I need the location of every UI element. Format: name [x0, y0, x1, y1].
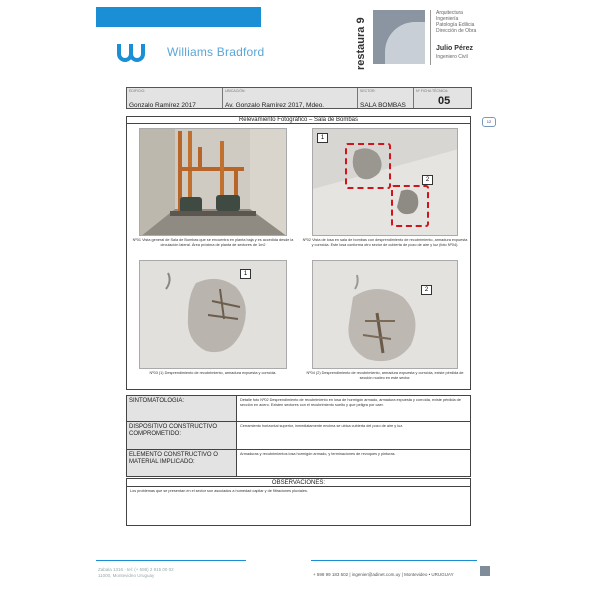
photo-caption: Nº01 Vista general de Sala de Bombas que se encuentra en planta baja y es accedida desde la circulación lateral. Área próxima de planta de sectores de 1m2 [132, 238, 294, 247]
row-label: ELEMENTO CONSTRUCTIVO O MATERIAL IMPLICADO: [127, 450, 237, 476]
sector-label: SECTOR: [360, 89, 376, 93]
table-row [127, 422, 470, 450]
observations-box [126, 478, 471, 526]
photo-caption: Nº03 (1) Desprendimiento de recubrimiento, armadura expuesta y corroída. [149, 371, 277, 375]
edificio-cell [127, 88, 223, 108]
ubicacion-label: UBICACIÓN: [225, 89, 246, 93]
restaura-logo [348, 6, 370, 72]
footer-rule-left [96, 560, 246, 561]
ficha-cell [414, 88, 471, 108]
sheet-header [126, 87, 472, 109]
photo-badge: 1 [317, 133, 328, 143]
photo-badge: 2 [421, 285, 432, 295]
firm-line: Patología Edilicia [436, 22, 475, 28]
firm-line: Ingeniería [436, 16, 459, 22]
footer-rule-right [311, 560, 477, 561]
sector-cell [358, 88, 414, 108]
footer-square-icon [480, 566, 490, 576]
engineer-title: Ingeniero Civil [436, 54, 468, 60]
photo-caption: Nº04 (2) Desprendimiento de recubrimiento, armadura expuesta y corroída, existe pérdida de sección nucleo en este sector. [306, 371, 464, 380]
observations-title: OBSERVACIONES: [127, 479, 470, 487]
letterhead-divider [430, 10, 431, 65]
footer-contact: + 598 99 183 502 | ingenier@adinet.com.uy | Montevideo • URUGUAY [313, 572, 454, 577]
row-label: DISPOSITIVO CONSTRUCTIVO COMPROMETIDO: [127, 422, 237, 449]
footer-address [98, 567, 174, 579]
diagnosis-table [126, 395, 471, 477]
address-line: Zabala 1316 · tel: (+ 598) 2 915 00 02 [98, 567, 174, 572]
table-row [127, 396, 470, 422]
edificio-value: Gonzalo Ramírez 2017 [129, 102, 196, 109]
page-marker: 12 [482, 117, 496, 127]
photo-survey-title: Relevamiento Fotográfico – Sala de Bombas [126, 116, 471, 124]
photo-detail-2 [312, 260, 458, 369]
photo-badge: 1 [240, 269, 251, 279]
damage-highlight-2 [391, 185, 429, 227]
photo-badge: 2 [422, 175, 433, 185]
restaura-logo-text: restaura 9 [355, 17, 367, 70]
firm-line: Arquitectura [436, 10, 463, 16]
row-value: Detalle foto Nº02 Desprendimiento de recubrimiento en losa de hormigón armado, armadura expuesta y corroída, existe pérdida de sección en acero. Existen sectores con el recubrimiento suelto y que peligra por caer. [240, 398, 461, 407]
ficha-label: Nº FICHA TÉCNICA: [416, 89, 449, 93]
firm-description [436, 10, 476, 34]
engineer-name: Julio Pérez [436, 45, 473, 52]
observations-text: Los problemas que se presentan en el sector son asociados a humedad capilar y de filtraciones pluviales. [130, 489, 308, 493]
photo-pump-room [139, 128, 287, 236]
photo-ceiling-damage [312, 128, 458, 236]
ubicacion-cell [223, 88, 358, 108]
williams-bradford-logo-icon [117, 42, 157, 62]
photo-caption: Nº02 Vista de losa en sala de bombas con desprendimiento de recubrimiento, armadura expuesta y corroída. Este losa conforma otro sector de cubierta de pozo de aire y luz (foto Nº04). [302, 238, 468, 247]
brand-color-bar [96, 7, 261, 27]
brand-name: Williams Bradford [167, 45, 265, 59]
photo-detail-1 [139, 260, 287, 369]
row-label: SINTOMATOLOGIA: [127, 396, 237, 421]
edificio-label: EDIFICIO: [129, 89, 146, 93]
firm-line: Dirección de Obra [436, 28, 477, 34]
damage-highlight-1 [345, 143, 391, 189]
table-row [127, 450, 470, 476]
sector-value: SALA BOMBAS [360, 102, 406, 109]
row-value: Armaduras y recubrimientos losa hormigón armado, y terminaciones de revoques y pinturas. [240, 452, 396, 456]
ubicacion-value: Av. Gonzalo Ramírez 2017, Mdeo. [225, 102, 325, 109]
row-value: Cerramiento horizontal superior, inmediatamente encima se ubica cubierta del pozo de aire y luz. [240, 424, 404, 428]
ficha-number: 05 [438, 95, 451, 107]
address-line: 11000, Montevideo Uruguay [98, 573, 155, 578]
